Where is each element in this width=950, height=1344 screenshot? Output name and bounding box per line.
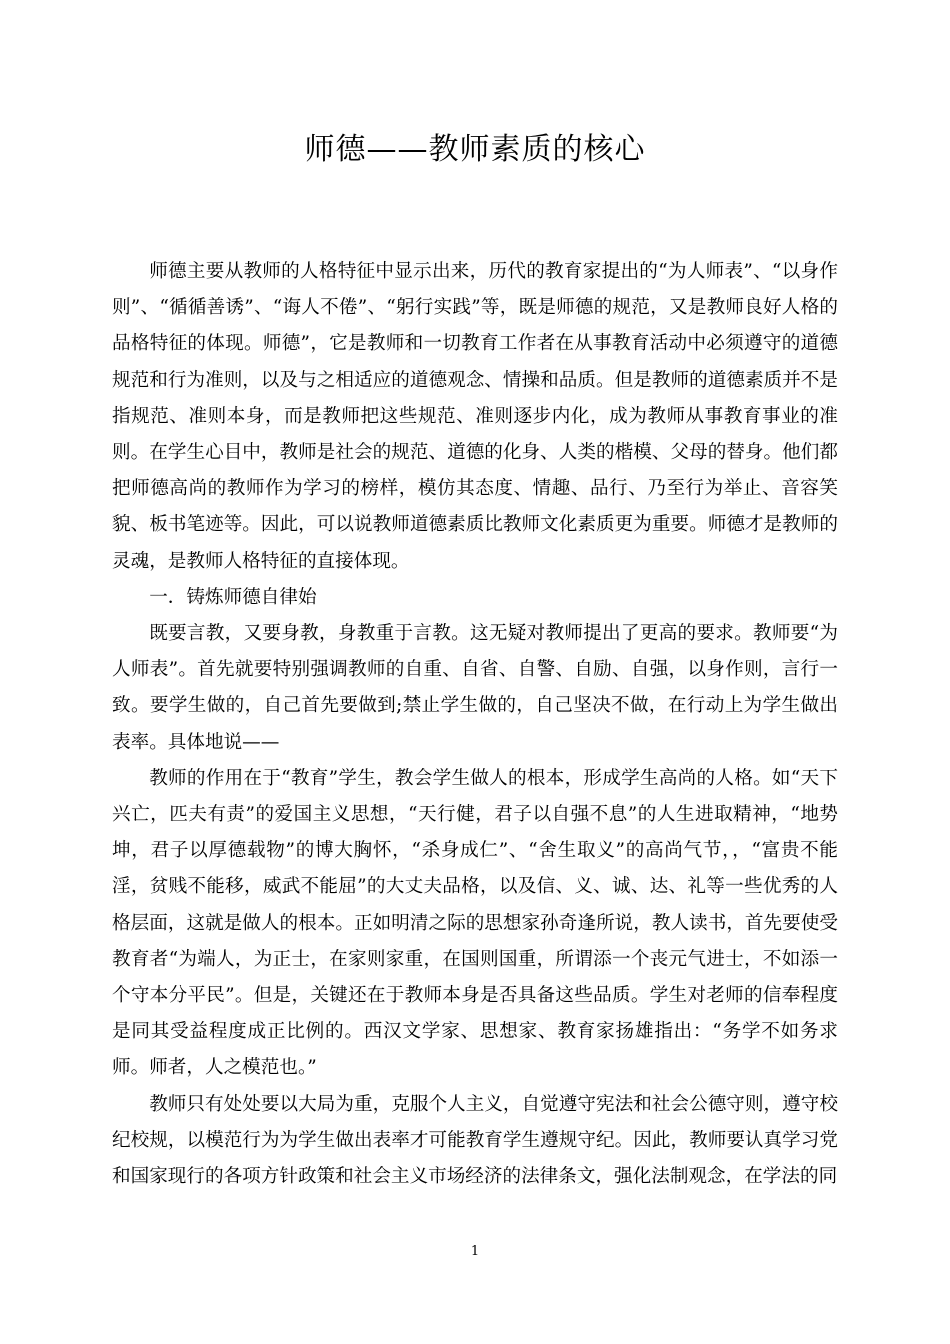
paragraph: 既要言教，又要身教，身教重于言教。这无疑对教师提出了更高的要求。教师要“为人师表”。首先就要特别强调教师的自重、自省、自警、自励、自强，以身作则，言行一致。要学生做的，自己首先要做到;禁止学生做的，自己坚决不做，在行动上为学生做出表率。具体地说—— <box>112 623 838 753</box>
paragraph: 师德主要从教师的人格特征中显示出来，历代的教育家提出的“为人师表”、“以身作则”、“循循善诱”、“诲人不倦”、“躬行实践”等，既是师德的规范，又是教师良好人格的品格特征的体现。师德”，它是教师和一切教育工作者在从事教育活动中必须遵守的道德规范和行为准则，以及与之相适应的道德观念、情操和品质。但是教师的道德素质并不是指规范、准则本身，而是教师把这些规范、准则逐步内化，成为教师从事教育事业的准则。在学生心目中，教师是社会的规范、道德的化身、人类的楷模、父母的替身。他们都把师德高尚的教师作为学习的榜样，模仿其态度、情趣、品行、乃至行为举止、音容笑貌、板书笔迹等。因此，可以说教师道德素质比教师文化素质更为重要。师德才是教师的灵魂，是教师人格特征的直接体现。 <box>112 261 838 572</box>
paragraph: 教师的作用在于“教育”学生，教会学生做人的根本，形成学生高尚的人格。如“天下兴亡，匹夫有责”的爱国主义思想，“天行健，君子以自强不息”的人生进取精神，“地势坤，君子以厚德载物”的博大胸怀，“杀身成仁”、“舍生取义”的高尚气节，，“富贵不能淫，贫贱不能移，威武不能屈”的大丈夫品格，以及信、义、诚、达、礼等一些优秀的人格层面，这就是做人的根本。正如明清之际的思想家孙奇逢所说，教人读书，首先要使受教育者“为端人，为正士，在家则家重，在国则国重，所谓添一个丧元气进士，不如添一个守本分平民”。但是，关键还在于教师本身是否具备这些品质。学生对老师的信奉程度是同其受益程度成正比例的。西汉文学家、思想家、教育家扬雄指出：“务学不如务求师。师者，人之模范也。” <box>112 767 838 1079</box>
paragraph: 教师只有处处要以大局为重，克服个人主义，自觉遵守宪法和社会公德守则，遵守校纪校规，以模范行为为学生做出表率才可能教育学生遵规守纪。因此，教师要认真学习党和国家现行的各项方针政策和社会主义市场经济的法律条文，强化法制观念，在学法的同 <box>112 1093 838 1188</box>
page-number: 1 <box>470 1244 480 1259</box>
section-heading: 一．铸炼师德自律始 <box>149 586 317 608</box>
document-body <box>112 254 838 1195</box>
document-title: 师德——教师素质的核心 <box>304 132 646 167</box>
